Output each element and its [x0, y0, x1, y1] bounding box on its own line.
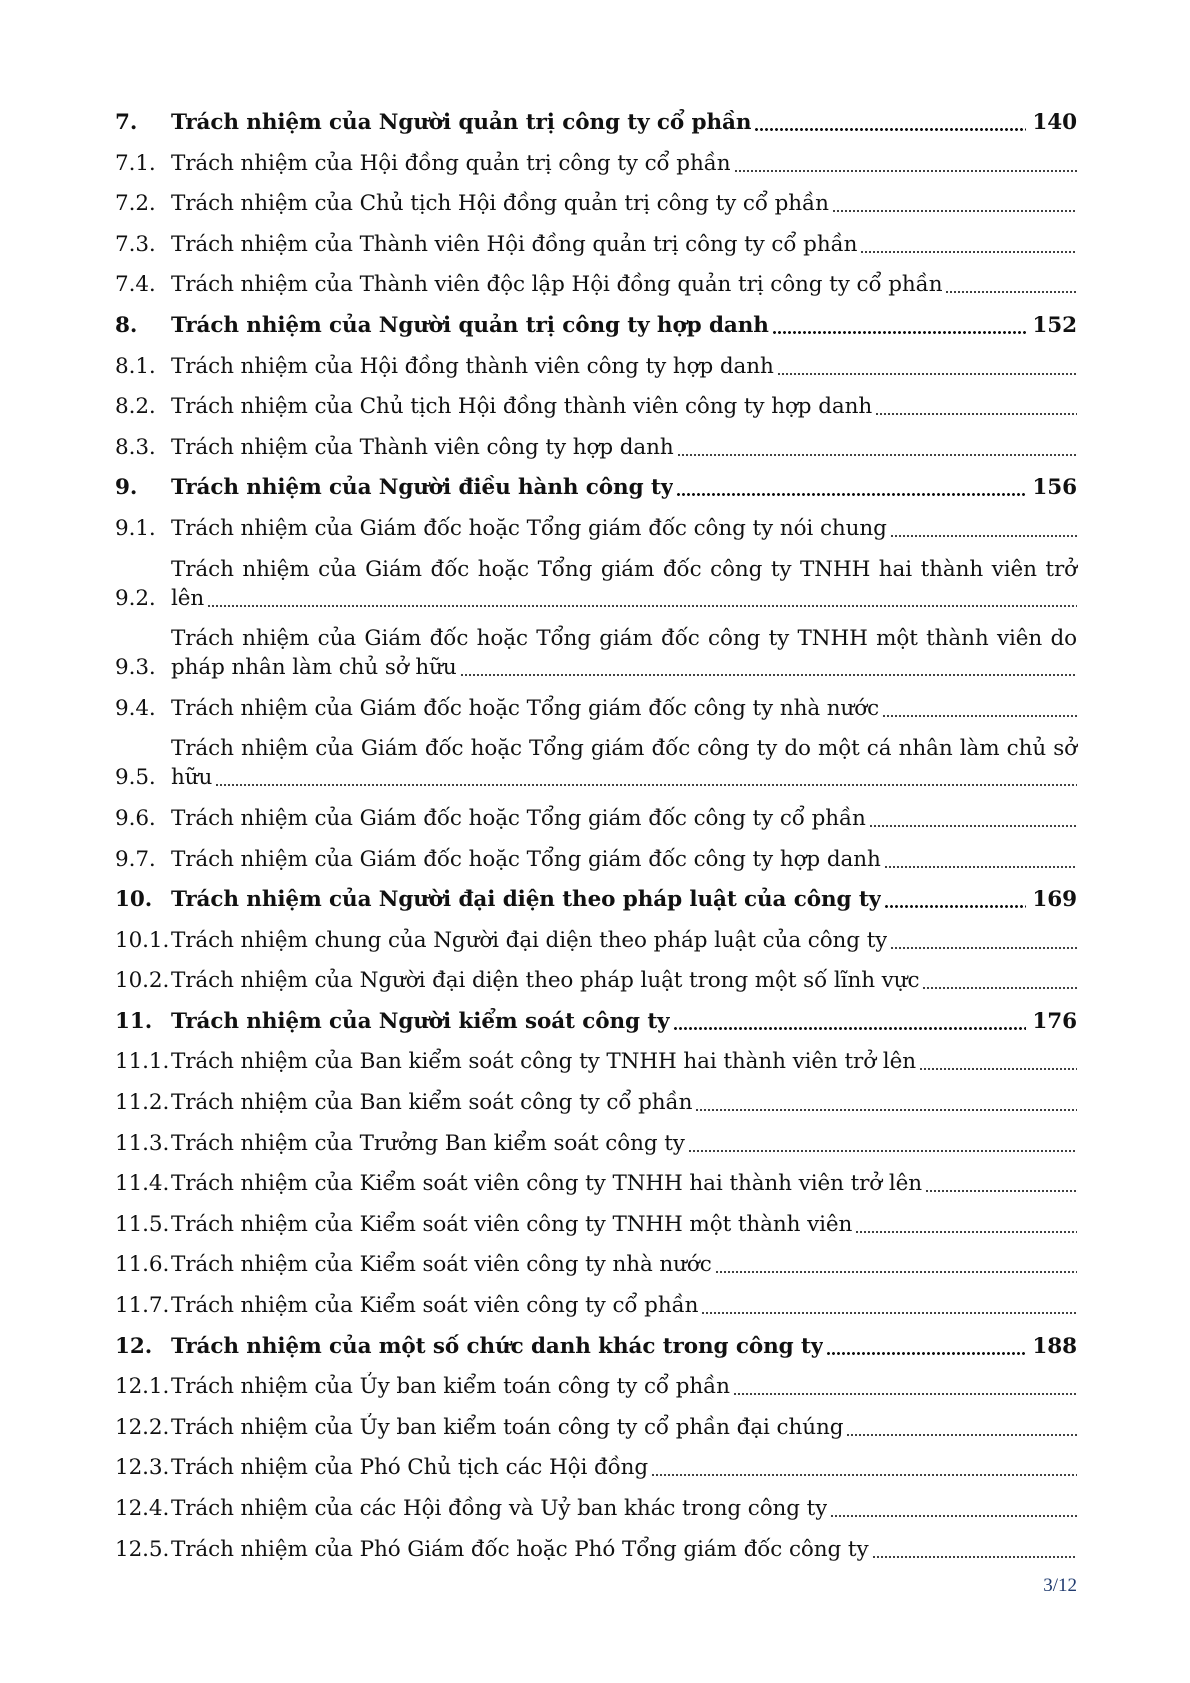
dot-leader [860, 235, 1077, 253]
toc-entry-title: Trách nhiệm chung của Người đại diện theo pháp luật của công ty [171, 927, 888, 953]
dot-leader [777, 357, 1077, 375]
toc-entry-title: Trách nhiệm của Giám đốc hoặc Tổng giám đốc công ty TNHH hai thành viên trở [171, 556, 1077, 582]
toc-entry-title: Trách nhiệm của Giám đốc hoặc Tổng giám đốc công ty nhà nước [171, 695, 880, 721]
toc-section-entry[interactable] [115, 1007, 1077, 1036]
toc-entry-title: Trách nhiệm của Người quản trị công ty cổ phần [171, 110, 752, 135]
toc-entry-number: 7.1. [115, 150, 156, 176]
toc-entry-title: Trách nhiệm của Người kiểm soát công ty [171, 1008, 670, 1034]
toc-subsection-entry[interactable] [115, 966, 1077, 995]
dot-leader [890, 931, 1077, 949]
toc-entry-title: Trách nhiệm của Ủy ban kiểm toán công ty cổ phần đại chúng [171, 1414, 844, 1440]
dot-leader [715, 1255, 1077, 1273]
toc-subsection-entry[interactable] [115, 624, 1077, 682]
toc-entry-title: Trách nhiệm của Giám đốc hoặc Tổng giám đốc công ty cổ phần [171, 805, 866, 831]
toc-subsection-entry[interactable] [115, 1535, 1077, 1564]
dot-leader [695, 1093, 1077, 1111]
toc-subsection-entry[interactable] [115, 149, 1077, 178]
toc-entry-number: 7. [115, 110, 138, 135]
toc-entry-number: 8.3. [115, 434, 156, 460]
toc-page-number: 156 [1032, 475, 1077, 501]
toc-section-entry[interactable] [115, 311, 1077, 340]
toc-entry-title: Trách nhiệm của một số chức danh khác trong công ty [171, 1333, 824, 1359]
toc-subsection-entry[interactable] [115, 926, 1077, 955]
toc-entry-number: 11.3. [115, 1130, 170, 1156]
dot-leader [688, 1134, 1077, 1152]
toc-entry-title: Trách nhiệm của Người đại diện theo pháp luật trong một số lĩnh vực [171, 968, 920, 994]
toc-entry-number: 9.3. [115, 655, 156, 681]
toc-entry-title: Trách nhiệm của Ủy ban kiểm toán công ty cổ phần [171, 1374, 730, 1400]
toc-entry-title: Trách nhiệm của Ban kiểm soát công ty TNHH hai thành viên trở lên [171, 1049, 916, 1075]
toc-subsection-entry[interactable] [115, 694, 1077, 723]
toc-entry-number: 8. [115, 312, 138, 338]
toc-subsection-entry[interactable] [115, 270, 1077, 299]
toc-entry-title: Trách nhiệm của Trưởng Ban kiểm soát công ty [171, 1130, 685, 1156]
toc-entry-title: Trách nhiệm của Kiểm soát viên công ty TNHH một thành viên [171, 1211, 853, 1237]
dot-leader [677, 438, 1077, 456]
toc-entry-title: Trách nhiệm của Kiểm soát viên công ty nhà nước [171, 1252, 712, 1278]
toc-subsection-entry[interactable] [115, 1088, 1077, 1117]
toc-entry-title: Trách nhiệm của Giám đốc hoặc Tổng giám đốc công ty hợp danh [171, 846, 881, 872]
toc-entry-title: Trách nhiệm của Thành viên Hội đồng quản trị công ty cổ phần [171, 231, 858, 257]
toc-entry-title: Trách nhiệm của Người điều hành công ty [171, 475, 674, 501]
toc-subsection-entry[interactable] [115, 433, 1077, 462]
toc-entry-title: Trách nhiệm của Hội đồng thành viên công ty hợp danh [171, 353, 774, 379]
dot-leader [754, 113, 1026, 131]
toc-subsection-entry[interactable] [115, 734, 1077, 792]
dot-leader [651, 1458, 1077, 1476]
dot-leader [826, 1337, 1026, 1355]
toc-entry-number: 9.5. [115, 765, 156, 791]
toc-entry-title: Trách nhiệm của Thành viên độc lập Hội đồng quản trị công ty cổ phần [171, 272, 943, 298]
toc-page-number: 188 [1032, 1333, 1077, 1359]
dot-leader [884, 890, 1026, 908]
dot-leader [772, 316, 1027, 334]
toc-subsection-entry[interactable] [115, 392, 1077, 421]
toc-entry-number: 7.2. [115, 191, 156, 217]
toc-subsection-entry[interactable] [115, 352, 1077, 381]
toc-subsection-entry[interactable] [115, 189, 1077, 218]
toc-entry-number: 12. [115, 1333, 153, 1359]
toc-entry-title: Trách nhiệm của Ban kiểm soát công ty cổ phần [171, 1090, 693, 1116]
toc-entry-title: Trách nhiệm của Hội đồng quản trị công ty cổ phần [171, 150, 731, 176]
toc-entry-number: 11.4. [115, 1171, 170, 1197]
toc-subsection-entry[interactable] [115, 1291, 1077, 1320]
dot-leader [734, 154, 1077, 172]
dot-leader [701, 1296, 1077, 1314]
dot-leader [733, 1377, 1077, 1395]
toc-entry-number: 7.3. [115, 231, 156, 257]
toc-page-number: 152 [1032, 312, 1077, 338]
dot-leader [890, 519, 1077, 537]
dot-leader [215, 768, 1077, 786]
toc-entry-number: 12.1. [115, 1374, 170, 1400]
toc-subsection-entry[interactable] [115, 1494, 1077, 1523]
toc-entry-number: 12.3. [115, 1455, 170, 1481]
toc-subsection-entry[interactable] [115, 1250, 1077, 1279]
toc-entry-number: 12.5. [115, 1536, 170, 1562]
toc-subsection-entry[interactable] [115, 804, 1077, 833]
toc-entry-number: 11.1. [115, 1049, 170, 1075]
toc-page-number: 169 [1032, 887, 1077, 913]
dot-leader [884, 850, 1077, 868]
dot-leader [922, 971, 1077, 989]
toc-entry-number: 9.7. [115, 846, 156, 872]
toc-entry-number: 9.6. [115, 805, 156, 831]
dot-leader [676, 478, 1026, 496]
toc-entry-title: Trách nhiệm của các Hội đồng và Uỷ ban khác trong công ty [171, 1496, 828, 1521]
toc-entry-number: 9.2. [115, 585, 156, 611]
toc-subsection-entry[interactable] [115, 1210, 1077, 1239]
toc-entry-number: 8.2. [115, 394, 156, 420]
toc-entry-number: 7.4. [115, 272, 156, 298]
toc-section-entry[interactable] [115, 108, 1077, 137]
toc-entry-title: Trách nhiệm của Giám đốc hoặc Tổng giám đốc công ty nói chung [171, 515, 887, 541]
dot-leader [882, 699, 1077, 717]
dot-leader [846, 1418, 1077, 1436]
toc-section-entry[interactable] [115, 885, 1077, 914]
dot-leader [673, 1012, 1027, 1030]
toc-section-entry[interactable] [115, 473, 1077, 502]
dot-leader [207, 589, 1077, 607]
dot-leader [869, 809, 1077, 827]
toc-entry-title-continued: hữu [171, 765, 213, 791]
dot-leader [919, 1052, 1077, 1070]
toc-subsection-entry[interactable] [115, 1169, 1077, 1198]
toc-subsection-entry[interactable] [115, 514, 1077, 543]
toc-subsection-entry[interactable] [115, 845, 1077, 874]
toc-entry-title-continued: lên [171, 585, 205, 611]
table-of-contents [115, 108, 1077, 1575]
dot-leader [855, 1215, 1077, 1233]
toc-entry-title: Trách nhiệm của Người quản trị công ty hợp danh [171, 312, 769, 338]
toc-entry-number: 11. [115, 1008, 153, 1034]
toc-subsection-entry[interactable] [115, 555, 1077, 613]
toc-entry-title: Trách nhiệm của Thành viên công ty hợp danh [171, 434, 674, 460]
toc-entry-title-continued: pháp nhân làm chủ sở hữu [171, 655, 457, 681]
toc-subsection-entry[interactable] [115, 1129, 1077, 1158]
toc-page-number: 140 [1032, 110, 1077, 135]
toc-entry-number: 8.1. [115, 353, 156, 379]
toc-entry-title: Trách nhiệm của Kiểm soát viên công ty cổ phần [171, 1293, 699, 1319]
toc-entry-title: Trách nhiệm của Kiểm soát viên công ty TNHH hai thành viên trở lên [171, 1171, 923, 1197]
toc-entry-title: Trách nhiệm của Phó Chủ tịch các Hội đồng [171, 1455, 649, 1481]
dot-leader [925, 1174, 1077, 1192]
toc-entry-title: Trách nhiệm của Giám đốc hoặc Tổng giám đốc công ty TNHH một thành viên do [171, 626, 1077, 652]
toc-entry-number: 9. [115, 475, 138, 501]
toc-entry-number: 9.4. [115, 695, 156, 721]
toc-entry-number: 10. [115, 887, 153, 913]
toc-entry-title: Trách nhiệm của Người đại diện theo pháp luật của công ty [171, 887, 882, 913]
toc-entry-number: 10.2. [115, 968, 170, 994]
toc-subsection-entry[interactable] [115, 1413, 1077, 1442]
toc-entry-number: 11.6. [115, 1252, 170, 1278]
toc-entry-number: 11.5. [115, 1211, 170, 1237]
toc-entry-number: 10.1. [115, 927, 170, 953]
dot-leader [830, 1499, 1077, 1517]
toc-page-number: 176 [1032, 1008, 1077, 1034]
toc-subsection-entry[interactable] [115, 1047, 1077, 1076]
toc-subsection-entry[interactable] [115, 1453, 1077, 1482]
toc-entry-title: Trách nhiệm của Chủ tịch Hội đồng thành viên công ty hợp danh [171, 394, 873, 420]
toc-entry-number: 11.7. [115, 1293, 170, 1319]
toc-subsection-entry[interactable] [115, 1372, 1077, 1401]
toc-entry-number: 12.2. [115, 1414, 170, 1440]
toc-entry-number: 9.1. [115, 515, 156, 541]
dot-leader [832, 194, 1077, 212]
toc-entry-title: Trách nhiệm của Giám đốc hoặc Tổng giám đốc công ty do một cá nhân làm chủ sở [171, 736, 1077, 762]
toc-entry-number: 11.2. [115, 1090, 170, 1116]
dot-leader [875, 397, 1077, 415]
toc-entry-number: 12.4. [115, 1496, 170, 1521]
dot-leader [872, 1540, 1078, 1558]
toc-section-entry[interactable] [115, 1332, 1077, 1361]
toc-entry-title: Trách nhiệm của Phó Giám đốc hoặc Phó Tổng giám đốc công ty [171, 1536, 869, 1562]
toc-entry-title: Trách nhiệm của Chủ tịch Hội đồng quản trị công ty cổ phần [171, 191, 829, 217]
dot-leader [460, 658, 1077, 676]
toc-subsection-entry[interactable] [115, 230, 1077, 259]
dot-leader [945, 275, 1077, 293]
page-indicator: 3/12 [1043, 1575, 1077, 1596]
